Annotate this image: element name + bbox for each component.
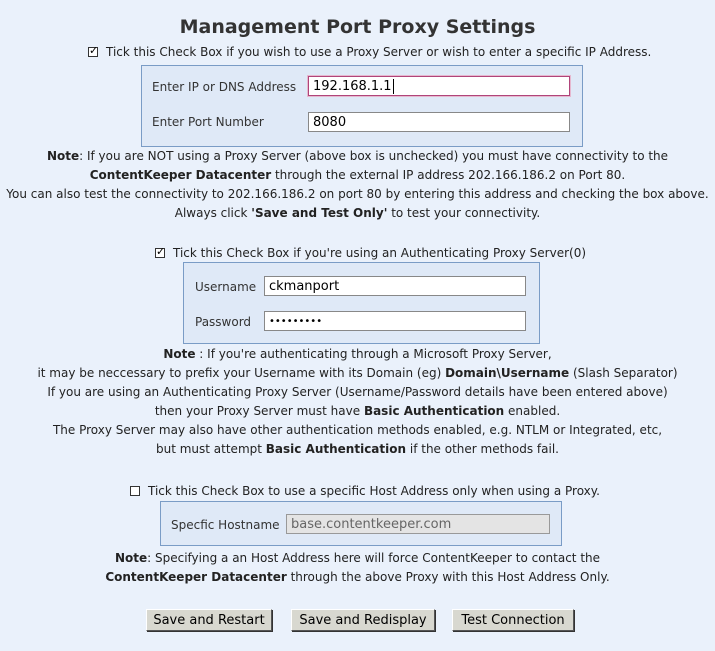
proxy-checkbox-row[interactable] — [88, 45, 651, 59]
auth-note: Note : If you're authenticating through a Microsoft Proxy Server, it may be neccessary to prefix your Username with its Domain (eg) Domain\Username (Slash Separator) If you are using an Authenticating Proxy Server (Username/Password details have been entered above) then your Proxy Server must have Basic Authentication enabled. The Proxy Server may also have other authentication methods enabled, e.g. NTLM or Integrated, etc, but must attempt Basic Authentication if the other methods fail. — [37, 347, 678, 456]
username-label: Username — [195, 280, 257, 294]
password-label: Password — [195, 315, 252, 329]
save-and-restart-button[interactable]: Save and Restart — [146, 609, 272, 631]
hostname-input[interactable]: base.contentkeeper.com — [286, 514, 550, 534]
host-checkbox-row[interactable] — [130, 484, 600, 498]
proxy-checkbox[interactable] — [88, 47, 98, 57]
auth-checkbox-label: Tick this Check Box if you're using an Authenticating Proxy Server(0) — [173, 246, 587, 260]
ip-label: Enter IP or DNS Address — [152, 80, 297, 94]
password-input[interactable]: ••••••••• — [264, 311, 526, 331]
hostname-label: Specfic Hostname — [171, 518, 280, 532]
host-checkbox-label: Tick this Check Box to use a specific Host Address only when using a Proxy. — [148, 484, 600, 498]
host-note: Note: Specifying a an Host Address here will force ContentKeeper to contact the ContentKeeper Datacenter through the above Proxy with this Host Address Only. — [105, 551, 610, 584]
proxy-checkbox-label: Tick this Check Box if you wish to use a Proxy Server or wish to enter a specific IP Address. — [106, 45, 652, 59]
test-connection-button[interactable]: Test Connection — [452, 609, 574, 631]
page-title: Management Port Proxy Settings — [179, 16, 536, 38]
auth-checkbox[interactable] — [155, 248, 165, 258]
proxy-settings-box — [141, 65, 583, 147]
port-number-input[interactable]: 8080 — [308, 112, 570, 132]
host-checkbox[interactable] — [130, 486, 140, 496]
port-label: Enter Port Number — [152, 115, 264, 129]
ip-address-input[interactable]: 192.168.1.1 — [308, 76, 570, 96]
username-input[interactable]: ckmanport — [264, 276, 526, 296]
host-settings-box — [160, 501, 562, 546]
save-and-redisplay-button[interactable]: Save and Redisplay — [291, 609, 435, 631]
proxy-note: Note: If you are NOT using a Proxy Server (above box is unchecked) you must have connectivity to the ContentKeeper Datacenter through the external IP address 202.166.186.2 on Port 80. You can also test the connectivity to 202.166.186.2 on port 80 by entering this address and checking the box above. Always click 'Save and Test Only' to test your connectivity. — [6, 149, 709, 220]
auth-settings-box — [183, 262, 540, 344]
auth-checkbox-row[interactable] — [155, 246, 586, 260]
